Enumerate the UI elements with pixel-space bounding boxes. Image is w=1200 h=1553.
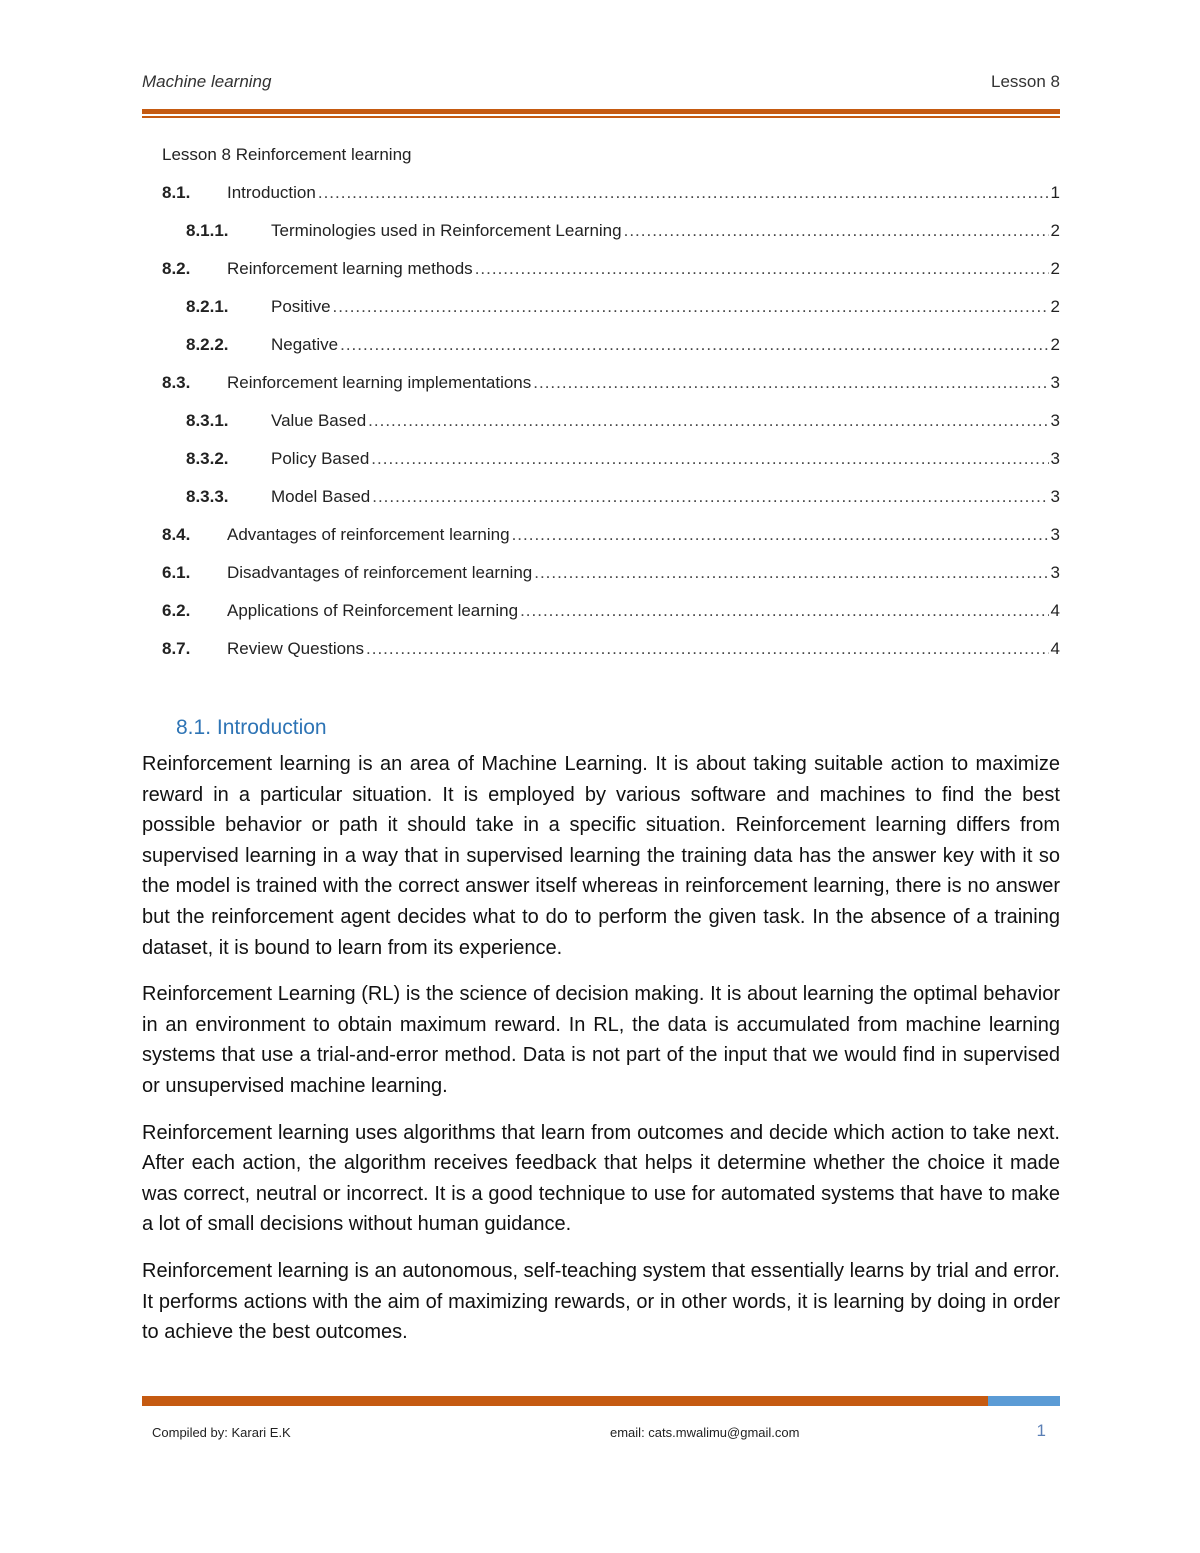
toc-entry[interactable] [162, 523, 1060, 547]
header-course-title: Machine learning [142, 72, 272, 91]
toc-entry-title: Advantages of reinforcement learning [227, 525, 510, 544]
toc-entry-number: 6.2. [162, 601, 191, 620]
body-paragraph: Reinforcement learning is an autonomous, self-teaching system that essentially learns by trial and error. It performs actions with the aim of maximizing rewards, or in other words, it is learning by doing in order to achieve the best outcomes. [142, 1259, 1060, 1344]
toc-entry[interactable] [162, 219, 1060, 243]
toc-entry-title: Positive [271, 297, 331, 316]
toc-entry[interactable] [162, 295, 1060, 319]
toc-entry-page: 3 [1050, 449, 1060, 468]
section-heading: 8.1. Introduction [176, 716, 327, 739]
page-footer [142, 1423, 1060, 1445]
header-rule-thin [142, 116, 1060, 118]
toc-entry-number: 8.7. [162, 639, 191, 658]
toc-leader-dots [520, 599, 1048, 623]
toc-entry[interactable] [162, 599, 1060, 623]
toc-leader-dots [372, 485, 1048, 509]
toc-entry-title: Reinforcement learning methods [227, 259, 473, 278]
toc-entry-number: 8.3.1. [186, 411, 229, 430]
body-paragraph: Reinforcement learning is an area of Machine Learning. It is about taking suitable action to maximize reward in a particular situation. It is employed by various software and machines to find the best possible behavior or path it should take in a specific situation. Reinforcement learning differs from supervised learning in a way that in supervised learning the training data has the answer key with it so the model is trained with the correct answer itself whereas in reinforcement learning, there is no answer but the reinforcement agent decides what to do to perform the given task. In the absence of a training dataset, it is bound to learn from its experience. [142, 753, 1060, 959]
toc-entry-page: 3 [1050, 525, 1060, 544]
toc-entry-page: 2 [1050, 335, 1060, 354]
toc-entry-number: 8.3.2. [186, 449, 229, 468]
toc-entry-title: Value Based [271, 411, 367, 430]
toc-entry-number: 6.1. [162, 563, 191, 582]
toc-entry-page: 3 [1050, 411, 1060, 430]
toc-entry-page: 3 [1050, 373, 1060, 392]
footer-compiled-by: Compiled by: Karari E.K [152, 1425, 291, 1440]
toc-entry[interactable] [162, 447, 1060, 471]
toc-entry[interactable] [162, 371, 1060, 395]
toc-entry-number: 8.3.3. [186, 487, 229, 506]
toc-leader-dots [533, 371, 1048, 395]
toc-entry-page: 4 [1050, 601, 1060, 620]
toc-entry-page: 4 [1050, 639, 1060, 658]
toc-entry-title: Policy Based [271, 449, 370, 468]
toc-entry-number: 8.1. [162, 183, 191, 202]
toc-title: Lesson 8 Reinforcement learning [162, 145, 412, 164]
toc-leader-dots [534, 561, 1048, 585]
toc-entry-title: Terminologies used in Reinforcement Learning [271, 221, 622, 240]
toc-leader-dots [333, 295, 1049, 319]
toc-entry-number: 8.2.2. [186, 335, 229, 354]
footer-bar-blue [988, 1396, 1060, 1406]
table-of-contents [162, 143, 1060, 675]
toc-entry-page: 2 [1050, 221, 1060, 240]
toc-entry-title: Introduction [227, 183, 316, 202]
toc-entry-page: 1 [1050, 183, 1060, 202]
toc-entry-number: 8.4. [162, 525, 191, 544]
page-header [142, 72, 1060, 100]
toc-leader-dots [340, 333, 1048, 357]
toc-leader-dots [368, 409, 1048, 433]
toc-entry[interactable] [162, 409, 1060, 433]
toc-entry[interactable] [162, 637, 1060, 661]
toc-entry-number: 8.2.1. [186, 297, 229, 316]
toc-leader-dots [512, 523, 1049, 547]
header-lesson-label: Lesson 8 [991, 72, 1060, 91]
toc-entry-page: 3 [1050, 487, 1060, 506]
toc-entry[interactable] [162, 333, 1060, 357]
toc-entry-title: Applications of Reinforcement learning [227, 601, 519, 620]
toc-entry[interactable] [162, 257, 1060, 281]
toc-entry[interactable] [162, 561, 1060, 585]
body-paragraph: Reinforcement Learning (RL) is the science of decision making. It is about learning the optimal behavior in an environment to obtain maximum reward. In RL, the data is accumulated from machine learning systems that use a trial-and-error method. Data is not part of the input that we would find in supervised or unsupervised machine learning. [142, 983, 1060, 1097]
body-paragraph: Reinforcement learning uses algorithms that learn from outcomes and decide which action to take next. After each action, the algorithm receives feedback that helps it determine whether the choice it made was correct, neutral or incorrect. It is a good technique to use for automated systems that have to make a lot of small decisions without human guidance. [142, 1121, 1060, 1236]
footer-email[interactable]: email: cats.mwalimu@gmail.com [610, 1425, 800, 1440]
toc-entry[interactable] [162, 181, 1060, 205]
toc-leader-dots [475, 257, 1049, 281]
toc-entry-page: 2 [1050, 297, 1060, 316]
toc-entry-title: Disadvantages of reinforcement learning [227, 563, 533, 582]
toc-leader-dots [624, 219, 1049, 243]
header-rule-thick [142, 109, 1060, 114]
toc-leader-dots [371, 447, 1048, 471]
toc-leader-dots [318, 181, 1049, 205]
toc-entry-title: Review Questions [227, 639, 365, 658]
toc-entry-page: 3 [1050, 563, 1060, 582]
toc-entry-title: Negative [271, 335, 339, 354]
toc-entry-title: Reinforcement learning implementations [227, 373, 532, 392]
toc-entry-number: 8.1.1. [186, 221, 229, 240]
toc-entry-number: 8.3. [162, 373, 191, 392]
toc-entry-page: 2 [1050, 259, 1060, 278]
toc-leader-dots [366, 637, 1049, 661]
footer-page-number: 1 [1036, 1421, 1046, 1440]
toc-entry-number: 8.2. [162, 259, 191, 278]
toc-entry-title: Model Based [271, 487, 371, 506]
footer-bar-orange [142, 1396, 988, 1406]
section-body [142, 749, 1060, 1364]
toc-entry[interactable] [162, 485, 1060, 509]
